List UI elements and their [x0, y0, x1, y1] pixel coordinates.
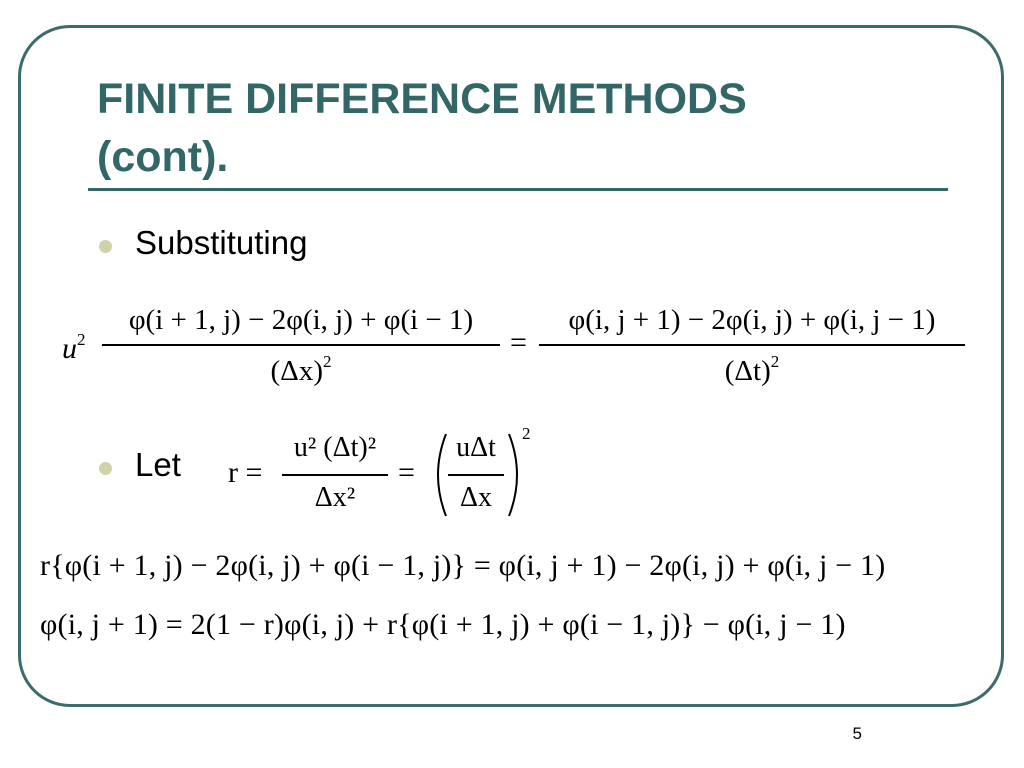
eq2-equals: = — [398, 456, 415, 489]
eq1-coefficient: $u^2$ — [62, 330, 86, 365]
eq1-equals: = — [510, 326, 527, 359]
eq1-lhs-denominator: $(\Delta x)^2$ — [270, 352, 332, 387]
bullet-text-substituting: Substituting — [135, 224, 308, 261]
right-paren-icon — [505, 432, 527, 518]
eq1-lhs-fraction-bar — [102, 344, 500, 346]
title-line-1: FINITE DIFFERENCE METHODS — [97, 75, 747, 123]
eq2-inner-fraction-bar — [448, 474, 504, 476]
eq2-lhs: r = — [228, 456, 263, 489]
slide-title — [97, 70, 747, 186]
equation-3: r{φ(i + 1, j) − 2φ(i, j) + φ(i − 1, j)} = φ(i, j + 1) − 2φ(i, j) + φ(i, j − 1) — [40, 549, 886, 582]
eq2-inner-numerator: uΔt — [456, 432, 496, 463]
eq1-rhs-denominator: $(\Delta t)^2$ — [724, 352, 780, 387]
title-line-2: (cont). — [97, 133, 229, 181]
eq2-outer-exponent: 2 — [522, 424, 531, 443]
eq1-lhs-numerator: φ(i + 1, j) − 2φ(i, j) + φ(i − 1) — [128, 304, 474, 336]
bullet-dot — [99, 240, 112, 253]
bullet-dot — [99, 462, 112, 475]
title-underline — [88, 188, 948, 191]
eq2-fraction-bar — [282, 474, 388, 476]
eq2-inner-denominator: Δx — [459, 482, 492, 513]
equation-4: φ(i, j + 1) = 2(1 − r)φ(i, j) + r{φ(i + 1, j) + φ(i − 1, j)} − φ(i, j − 1) — [40, 608, 846, 641]
eq2-denominator: Δx² — [314, 482, 356, 513]
eq1-rhs-numerator: φ(i, j + 1) − 2φ(i, j) + φ(i, j − 1) — [568, 304, 936, 336]
page-number: 5 — [852, 724, 862, 743]
eq2-numerator: u² (Δt)² — [293, 432, 377, 463]
bullet-text-let: Let — [135, 446, 181, 483]
eq1-rhs-fraction-bar — [539, 344, 965, 346]
